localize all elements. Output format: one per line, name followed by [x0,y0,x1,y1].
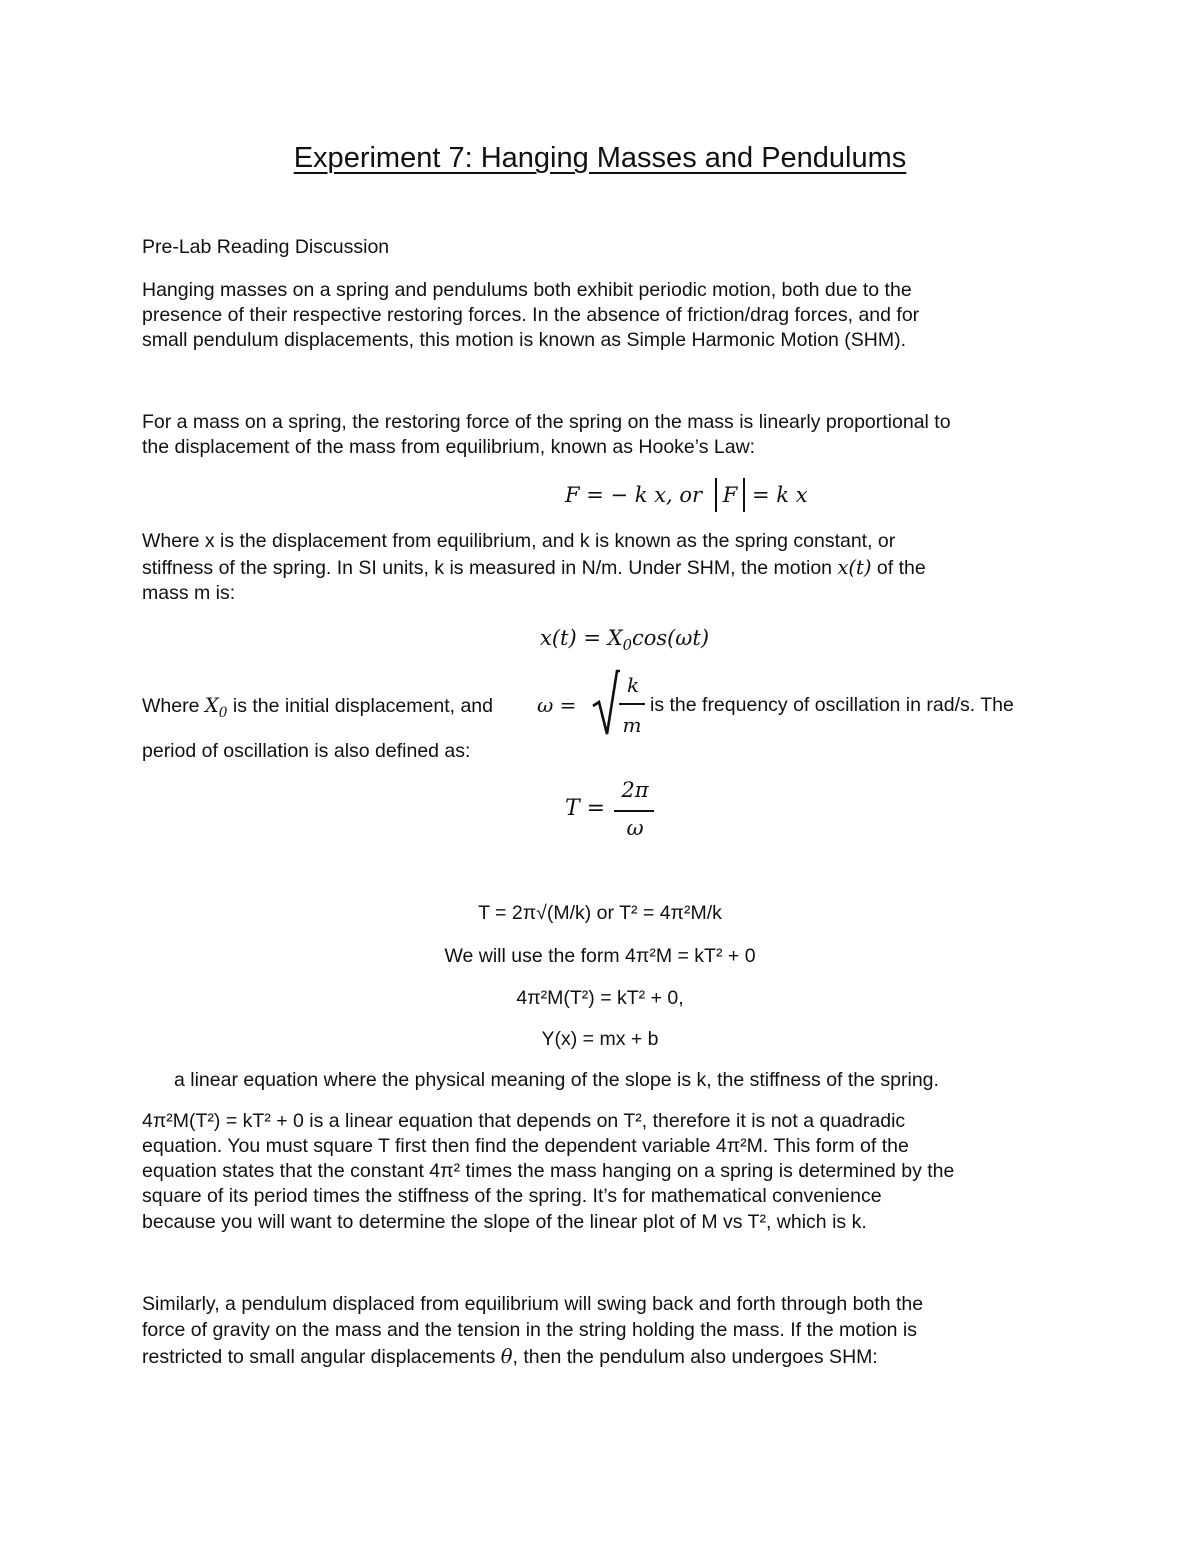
omega-line-text-b: is the initial displacement, and [227,695,494,717]
omega-line-text-a: Where [142,695,205,717]
hooke-line-1: For a mass on a spring, the restoring force of the spring on the mass is linearly proportional to [142,411,951,433]
period-equation-lhs: T = [565,796,606,821]
motion-equation-rhs: cos(ωt) [631,626,710,650]
pendulum-line-3-text-b: , then the pendulum also undergoes SHM: [512,1346,878,1368]
period-denominator: ω [626,816,644,840]
linear-line-5: because you will want to determine the slope of the linear plot of M vs T², which is k. [142,1211,867,1233]
form-statement: We will use the form 4π²M = kT² + 0 [444,945,756,967]
where-x-line-1: Where x is the displacement from equilibrium, and k is known as the spring constant, or [142,530,896,552]
initial-displacement-x: X [204,694,219,717]
motion-function-inline: x(t) [837,556,872,579]
hooke-equation-lhs: F = − k x, [565,483,680,507]
pendulum-line-3 [142,1344,878,1371]
intro-line-1: Hanging masses on a spring and pendulums both exhibit periodic motion, both due to the [142,279,912,301]
line-equation: Y(x) = mx + b [541,1028,659,1050]
where-x-line-2-text-a: stiffness of the spring. In SI units, k is measured in N/m. Under SHM, the motion [142,557,838,579]
sqrt-fraction-bar [619,703,645,705]
hooke-equation-or: or [679,483,703,507]
hooke-equation-rhs: = k x [745,483,808,507]
linear-line-1: 4π²M(T²) = kT² + 0 is a linear equation that depends on T², therefore it is not a quadradic [142,1110,906,1132]
theta-symbol: θ [500,1345,513,1368]
period-relation: T = 2π√(M/k) or T² = 4π²M/k [478,902,722,924]
intro-line-3: small pendulum displacements, this motion is known as Simple Harmonic Motion (SHM). [142,329,907,351]
abs-force [715,478,746,512]
sqrt-sign [590,668,620,738]
omega-symbol: ω = [537,693,577,717]
initial-displacement-sub: 0 [218,704,228,721]
abs-force-symbol: F [722,483,738,507]
omega-line [142,693,493,726]
linear-line-3: equation states that the constant 4π² times the mass hanging on a spring is determined by the [142,1160,955,1182]
initial-displacement-symbol [204,694,228,721]
period-fraction-bar [614,810,654,812]
period-intro: period of oscillation is also defined as: [142,740,471,762]
omega-line-text-c: is the frequency of oscillation in rad/s. The [650,694,1014,716]
hooke-line-2: the displacement of the mass from equilibrium, known as Hooke’s Law: [142,436,756,458]
motion-equation-sub: 0 [622,637,632,655]
motion-equation-lhs: x(t) = X [540,626,623,650]
pendulum-line-2: force of gravity on the mass and the tension in the string holding the mass. If the motion is [142,1319,918,1341]
linear-line-2: equation. You must square T first then find the dependent variable 4π²M. This form of the [142,1135,909,1157]
where-x-line-3: mass m is: [142,582,236,604]
where-x-line-2-text-b: of the [871,557,926,579]
hooke-equation [565,478,808,512]
pendulum-line-3-text-a: restricted to small angular displacements [142,1346,501,1368]
period-numerator: 2π [621,778,649,802]
slope-meaning: a linear equation where the physical meaning of the slope is k, the stiffness of the spring. [174,1069,939,1091]
page-title: Experiment 7: Hanging Masses and Pendulums [293,142,907,174]
sqrt-denominator: m [622,713,642,737]
linear-form: 4π²M(T²) = kT² + 0, [516,987,684,1009]
motion-equation [540,624,709,660]
intro-line-2: presence of their respective restoring forces. In the absence of friction/drag forces, and for [142,304,920,326]
where-x-line-2 [142,555,926,582]
section-heading: Pre-Lab Reading Discussion [142,236,390,258]
linear-line-4: square of its period times the stiffness of the spring. It’s for mathematical convenience [142,1185,882,1207]
pendulum-line-1: Similarly, a pendulum displaced from equilibrium will swing back and forth through both the [142,1293,924,1315]
sqrt-numerator: k [626,673,640,697]
